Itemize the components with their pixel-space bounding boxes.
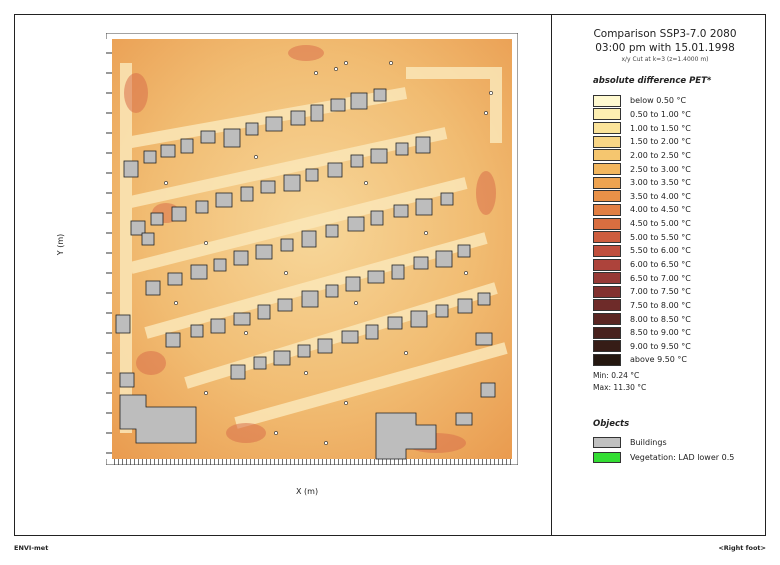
title-line-1: Comparison SSP3-7.0 2080 <box>593 28 737 40</box>
objects-title: Objects <box>593 419 630 429</box>
legend-swatch <box>593 272 621 284</box>
legend-label: 6.00 to 6.50 °C <box>630 260 691 269</box>
legend-label: 6.50 to 7.00 °C <box>630 273 691 283</box>
legend-row <box>593 217 691 231</box>
legend-swatch <box>593 354 621 366</box>
legend-label: 3.00 to 3.50 °C <box>630 178 691 188</box>
legend-swatch <box>593 299 621 311</box>
legend-row <box>593 285 691 299</box>
color-legend <box>593 94 691 367</box>
legend-label: below 0.50 °C <box>630 96 687 106</box>
title-line-2: 03:00 pm with 15.01.1998 <box>595 42 735 54</box>
chart-title <box>560 27 770 55</box>
legend-row <box>593 149 691 163</box>
legend-row <box>593 162 691 176</box>
legend-label: 3.50 to 4.00 °C <box>630 191 691 201</box>
legend-row <box>593 94 691 108</box>
cut-subtitle: x/y Cut at k=3 (z=1.4000 m) <box>621 56 709 63</box>
legend-label: 1.00 to 1.50 °C <box>630 123 691 133</box>
vegetation-label: Vegetation: LAD lower 0.5 <box>630 453 735 462</box>
legend-label: 5.50 to 6.00 °C <box>630 246 691 256</box>
buildings-label: Buildings <box>630 438 667 447</box>
footer-left: ENVI-met <box>14 544 49 552</box>
legend-row <box>593 299 691 313</box>
vegetation-swatch <box>593 452 621 463</box>
legend-swatch <box>593 327 621 339</box>
legend-label: 0.50 to 1.00 °C <box>630 109 691 119</box>
x-axis-label: X (m) <box>296 487 319 496</box>
legend-swatch <box>593 245 621 257</box>
objects-legend-buildings <box>593 437 667 448</box>
legend-label: 1.50 to 2.00 °C <box>630 137 691 147</box>
legend-swatch <box>593 108 621 120</box>
legend-row <box>593 258 691 272</box>
legend-label: 2.50 to 3.00 °C <box>630 164 691 174</box>
legend-label: above 9.50 °C <box>630 355 688 365</box>
legend-label: 8.00 to 8.50 °C <box>630 314 691 324</box>
legend-swatch <box>593 340 621 352</box>
legend-swatch <box>593 177 621 189</box>
legend-row <box>593 326 691 340</box>
legend-swatch <box>593 190 621 202</box>
legend-row <box>593 203 691 217</box>
objects-legend-vegetation <box>593 452 734 463</box>
legend-label: 4.00 to 4.50 °C <box>630 205 691 215</box>
legend-row <box>593 244 691 258</box>
legend-swatch <box>593 163 621 175</box>
legend-label: 2.00 to 2.50 °C <box>630 150 691 160</box>
y-axis-label: Y (m) <box>56 233 66 256</box>
legend-row <box>593 312 691 326</box>
legend-label: 7.00 to 7.50 °C <box>630 287 691 297</box>
legend-row <box>593 176 691 190</box>
legend-swatch <box>593 313 621 325</box>
pet-difference-map <box>106 33 518 465</box>
legend-title: absolute difference PET* <box>593 76 712 86</box>
legend-label: 7.50 to 8.00 °C <box>630 300 691 310</box>
legend-row <box>593 189 691 203</box>
panel-divider <box>551 14 552 536</box>
legend-swatch <box>593 231 621 243</box>
stat-max: Max: 11.30 °C <box>593 383 647 392</box>
legend-swatch <box>593 149 621 161</box>
stat-min: Min: 0.24 °C <box>593 371 640 380</box>
legend-swatch <box>593 204 621 216</box>
legend-label: 5.00 to 5.50 °C <box>630 232 691 242</box>
legend-swatch <box>593 259 621 271</box>
legend-label: 9.00 to 9.50 °C <box>630 341 691 351</box>
legend-label: 8.50 to 9.00 °C <box>630 328 691 338</box>
legend-swatch <box>593 136 621 148</box>
legend-row <box>593 271 691 285</box>
legend-row <box>593 340 691 354</box>
legend-swatch <box>593 218 621 230</box>
legend-swatch <box>593 122 621 134</box>
legend-row <box>593 230 691 244</box>
buildings-swatch <box>593 437 621 448</box>
legend-row <box>593 135 691 149</box>
legend-row <box>593 108 691 122</box>
footer-right: <Right foot> <box>718 544 766 552</box>
legend-swatch <box>593 286 621 298</box>
legend-label: 4.50 to 5.00 °C <box>630 219 691 229</box>
legend-row <box>593 121 691 135</box>
legend-row <box>593 353 691 367</box>
legend-swatch <box>593 95 621 107</box>
